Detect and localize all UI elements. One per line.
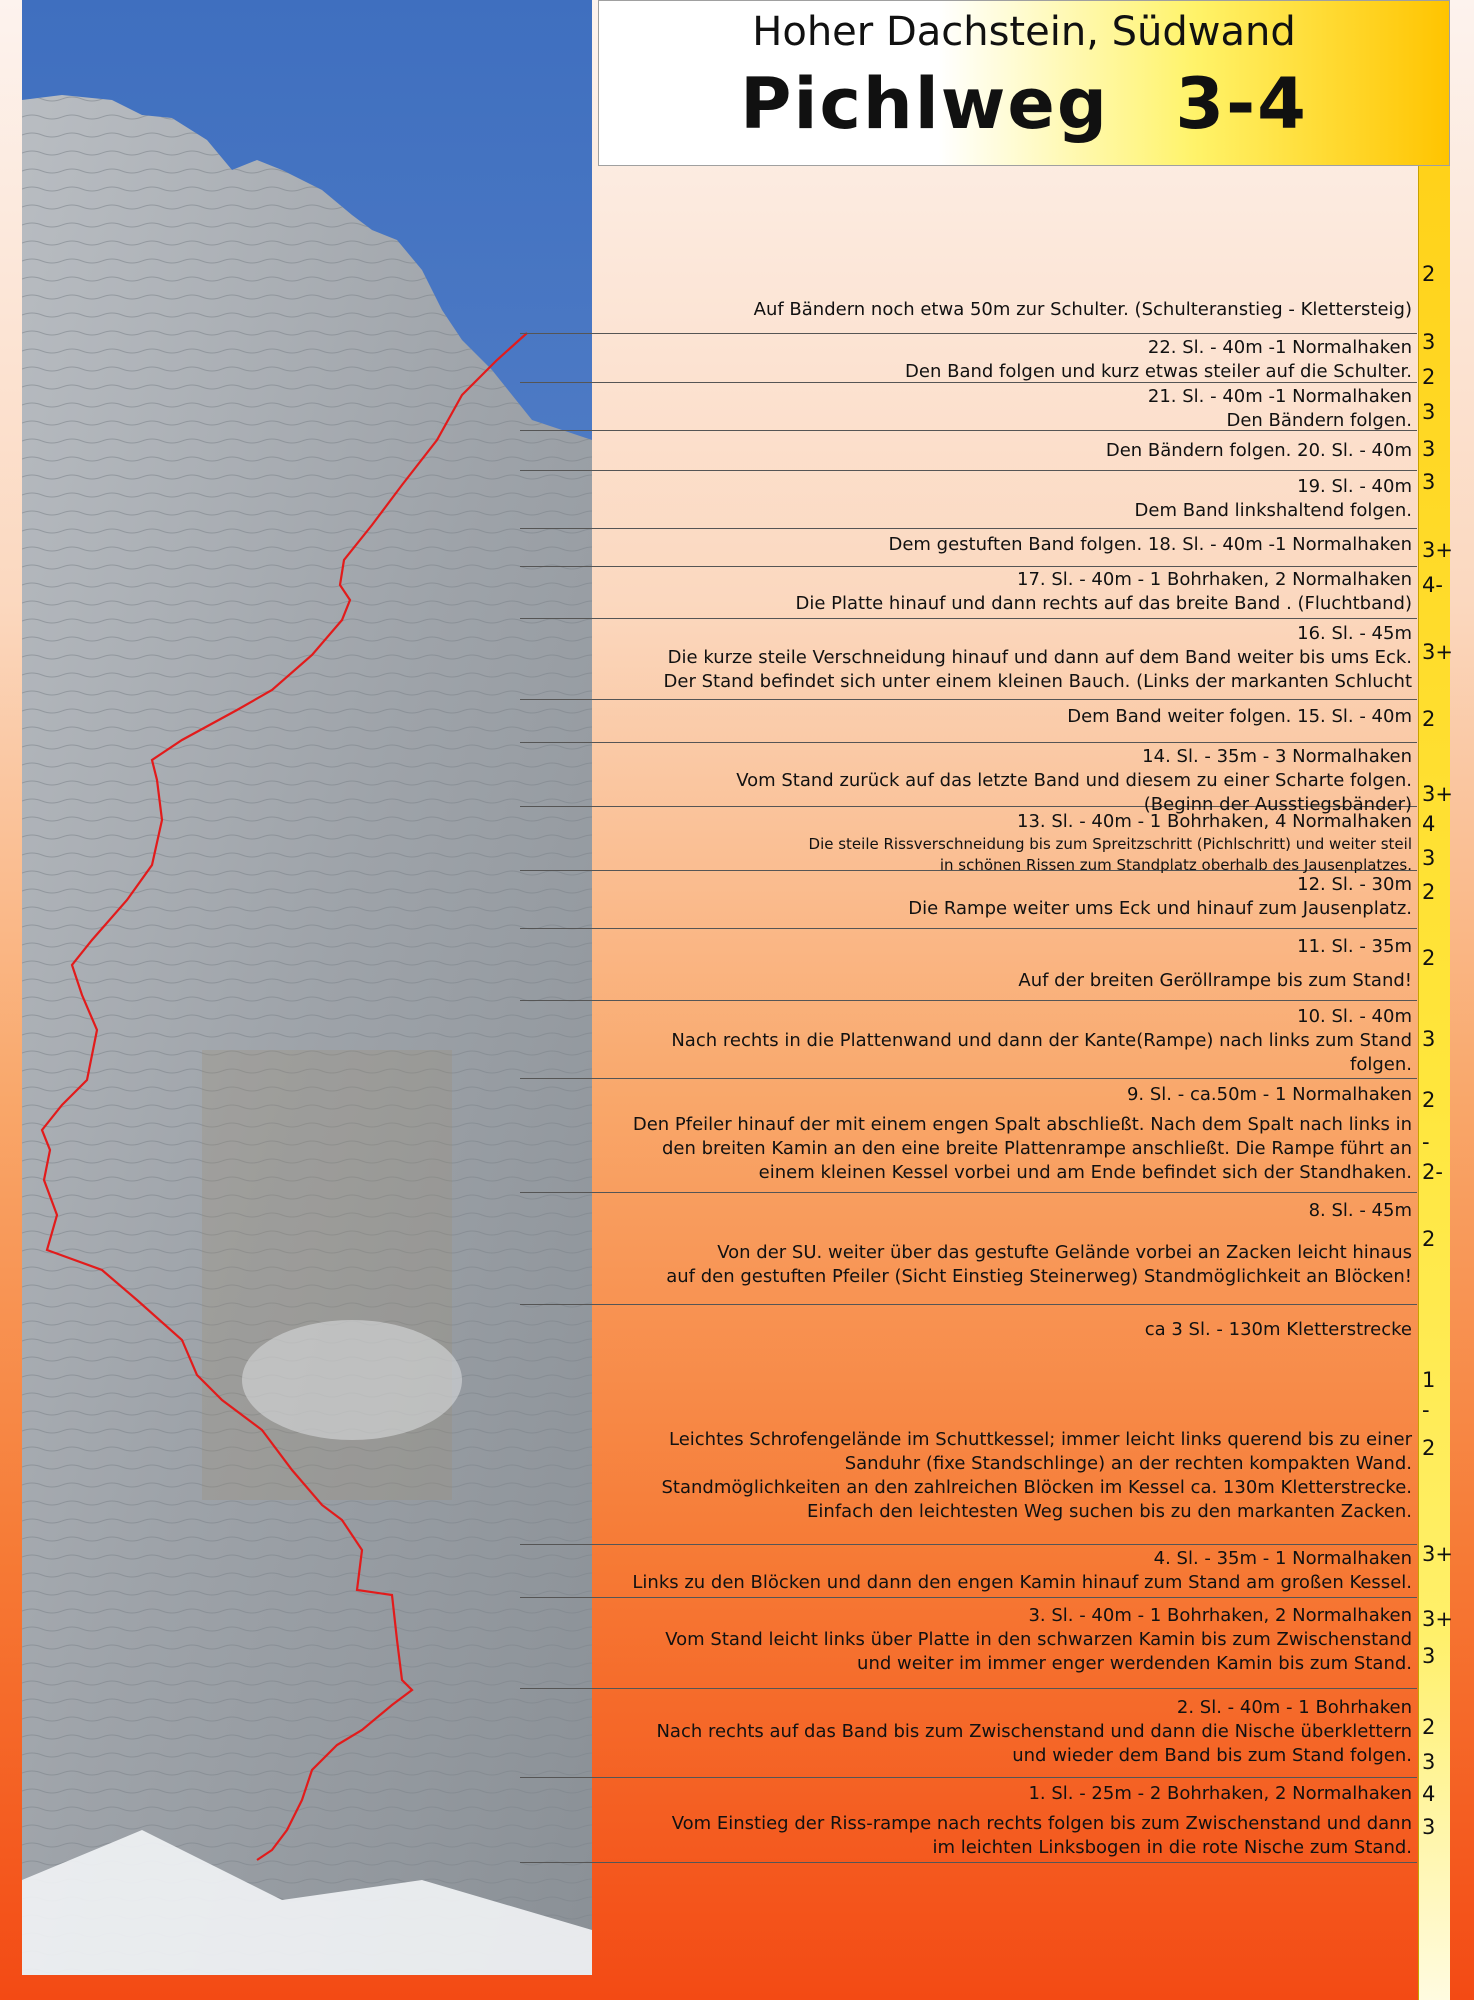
pitch-14 bbox=[560, 745, 1412, 817]
pitch-description: Dem Band linkshaltend folgen. bbox=[1134, 500, 1412, 521]
divider bbox=[520, 1688, 1417, 1689]
pitch-description: Vom Stand leicht links über Platte in den schwarzen Kamin bis zum Zwischenstand bbox=[665, 1629, 1412, 1650]
pitch-3 bbox=[560, 1604, 1412, 1676]
page-subtitle: Hoher Dachstein, Südwand bbox=[752, 9, 1296, 55]
grade-label: 2 bbox=[1422, 707, 1436, 731]
divider bbox=[520, 1192, 1417, 1193]
grade-label: 3 bbox=[1422, 470, 1436, 494]
pitch-19 bbox=[560, 475, 1412, 523]
pitch-heading: Dem gestuften Band folgen. 18. Sl. - 40m -1 Normalhaken bbox=[888, 534, 1412, 555]
pitch-description: Den Band folgen und kurz etwas steiler auf die Schulter. bbox=[905, 361, 1412, 382]
grade-label: 1 bbox=[1422, 1368, 1436, 1392]
divider bbox=[520, 1078, 1417, 1079]
grade-label: 3+ bbox=[1422, 782, 1453, 806]
pitch-15 bbox=[560, 705, 1412, 729]
grade-label: 3 bbox=[1422, 1644, 1436, 1668]
pitch-21 bbox=[560, 385, 1412, 433]
grade-label: 3 bbox=[1422, 437, 1436, 461]
pitch-12 bbox=[560, 873, 1412, 921]
divider bbox=[520, 618, 1417, 619]
pitch-heading: 22. Sl. - 40m -1 Normalhaken bbox=[1147, 337, 1412, 358]
divider bbox=[520, 528, 1417, 529]
pitch-description: Vom Stand zurück auf das letzte Band und diesem zu einer Scharte folgen. bbox=[736, 770, 1412, 791]
pitch-2 bbox=[560, 1696, 1412, 1768]
pitch-description: Von der SU. weiter über das gestufte Gelände vorbei an Zacken leicht hinaus bbox=[717, 1242, 1412, 1263]
pitch-description: auf den gestuften Pfeiler (Sicht Einstieg Steinerweg) Standmöglichkeit an Blöcken! bbox=[666, 1266, 1412, 1287]
divider bbox=[520, 470, 1417, 471]
pitch-description: Der Stand befindet sich unter einem kleinen Bauch. (Links der markanten Schlucht bbox=[663, 671, 1412, 692]
pitch-11 bbox=[560, 935, 1412, 993]
pitch-16 bbox=[560, 622, 1412, 694]
grade-label: 2 bbox=[1422, 1715, 1436, 1739]
pitch-heading: 19. Sl. - 40m bbox=[1297, 476, 1412, 497]
grade-label: 2 bbox=[1422, 880, 1436, 904]
grade-label: 2 bbox=[1422, 1436, 1436, 1460]
pitch-heading: 10. Sl. - 40m bbox=[1297, 1006, 1412, 1027]
grade-label: 3+ bbox=[1422, 538, 1453, 562]
pitch-description: Die Rampe weiter ums Eck und hinauf zum Jausenplatz. bbox=[908, 898, 1412, 919]
pitch-description: Den Bändern folgen. bbox=[1226, 410, 1412, 431]
pitch-description: in schönen Rissen zum Standplatz oberhalb des Jausenplatzes. bbox=[939, 856, 1412, 874]
divider bbox=[520, 1597, 1417, 1598]
pitch-description: Nach rechts in die Plattenwand und dann der Kante(Rampe) nach links zum Stand bbox=[671, 1030, 1412, 1051]
grade-label: 2 bbox=[1422, 262, 1436, 286]
grade-label: - bbox=[1422, 1398, 1430, 1422]
pitch-heading: 16. Sl. - 45m bbox=[1297, 623, 1412, 644]
pitch-heading: Den Bändern folgen. 20. Sl. - 40m bbox=[1105, 440, 1412, 461]
pitch-heading: 9. Sl. - ca.50m - 1 Normalhaken bbox=[1126, 1084, 1412, 1105]
pitch-4 bbox=[560, 1547, 1412, 1595]
pitch-description: Leichtes Schrofengelände im Schuttkessel; immer leicht links querend bis zu einer bbox=[668, 1429, 1412, 1450]
pitch-heading: 13. Sl. - 40m - 1 Bohrhaken, 4 Normalhaken bbox=[1017, 811, 1412, 832]
grade-label: 2 bbox=[1422, 1088, 1436, 1112]
pitch-heading: 8. Sl. - 45m bbox=[1308, 1200, 1412, 1221]
pitch-9 bbox=[560, 1083, 1412, 1185]
grade-label: 2 bbox=[1422, 1227, 1436, 1251]
pitch-18 bbox=[560, 533, 1412, 557]
divider bbox=[520, 928, 1417, 929]
divider bbox=[520, 566, 1417, 567]
pitch-heading: 17. Sl. - 40m - 1 Bohrhaken, 2 Normalhaken bbox=[1017, 569, 1412, 590]
divider bbox=[520, 742, 1417, 743]
pitch-17 bbox=[560, 568, 1412, 616]
pitch-heading: 3. Sl. - 40m - 1 Bohrhaken, 2 Normalhaken bbox=[1028, 1605, 1412, 1626]
pitch-8 bbox=[560, 1199, 1412, 1289]
divider bbox=[520, 1777, 1417, 1778]
pitch-top bbox=[560, 298, 1412, 322]
rock-face-image bbox=[22, 0, 592, 1975]
pitch-heading: Dem Band weiter folgen. 15. Sl. - 40m bbox=[1067, 706, 1412, 727]
pitch-description: und weiter im immer enger werdenden Kamin bis zum Stand. bbox=[857, 1653, 1412, 1674]
grade-label: 2 bbox=[1422, 946, 1436, 970]
divider bbox=[520, 1000, 1417, 1001]
pitch-description: Auf der breiten Geröllrampe bis zum Stand! bbox=[1018, 970, 1412, 991]
pitch-description: Einfach den leichtesten Weg suchen bis zu den markanten Zacken. bbox=[807, 1501, 1412, 1522]
divider bbox=[520, 699, 1417, 700]
pitch-description: im leichten Linksbogen in die rote Nische zum Stand. bbox=[932, 1837, 1412, 1858]
pitch-description: Die kurze steile Verschneidung hinauf und dann auf dem Band weiter bis ums Eck. bbox=[667, 647, 1412, 668]
pitch-description: Sanduhr (fixe Standschlinge) an der rechten kompakten Wand. bbox=[844, 1453, 1412, 1474]
divider bbox=[520, 1544, 1417, 1545]
grade-label: 3 bbox=[1422, 1815, 1436, 1839]
pitch-description: folgen. bbox=[1350, 1054, 1412, 1075]
grade-label: 4 bbox=[1422, 1782, 1436, 1806]
pitch-heading: 11. Sl. - 35m bbox=[1297, 936, 1412, 957]
grade-label: 2- bbox=[1422, 1160, 1443, 1184]
pitch-1 bbox=[560, 1782, 1412, 1860]
pitch-description: einem kleinen Kessel vorbei und am Ende befindet sich der Standhaken. bbox=[758, 1162, 1412, 1183]
pitch-heading: 1. Sl. - 25m - 2 Bohrhaken, 2 Normalhaken bbox=[1028, 1783, 1412, 1804]
grade-label: 4- bbox=[1422, 573, 1443, 597]
divider bbox=[520, 333, 1417, 334]
rock-face-photo bbox=[22, 0, 592, 1975]
pitch-20 bbox=[560, 439, 1412, 463]
grade-label: 3 bbox=[1422, 1750, 1436, 1774]
pitch-22 bbox=[560, 336, 1412, 384]
pitch-heading: 2. Sl. - 40m - 1 Bohrhaken bbox=[1176, 1697, 1412, 1718]
pitch-description: Die Platte hinauf und dann rechts auf das breite Band . (Fluchtband) bbox=[795, 593, 1412, 614]
pitch-description: Den Pfeiler hinauf der mit einem engen Spalt abschließt. Nach dem Spalt nach links in bbox=[632, 1114, 1412, 1135]
grade-label: 4 bbox=[1422, 812, 1436, 836]
grade-label: 3+ bbox=[1422, 640, 1453, 664]
grade-label: 3 bbox=[1422, 330, 1436, 354]
pitch-heading: 4. Sl. - 35m - 1 Normalhaken bbox=[1153, 1548, 1412, 1569]
pitch-heading: ca 3 Sl. - 130m Kletterstrecke bbox=[1144, 1319, 1412, 1340]
pitch-heading: 14. Sl. - 35m - 3 Normalhaken bbox=[1142, 746, 1412, 767]
title-box bbox=[598, 0, 1450, 166]
pitch-description: Auf Bändern noch etwa 50m zur Schulter. (Schulteranstieg - Klettersteig) bbox=[753, 299, 1412, 320]
pitch-heading: 21. Sl. - 40m -1 Normalhaken bbox=[1147, 386, 1412, 407]
pitch-13 bbox=[560, 810, 1412, 876]
pitch-description: den breiten Kamin an den eine breite Plattenrampe anschließt. Die Rampe führt an bbox=[661, 1138, 1412, 1159]
divider bbox=[520, 1304, 1417, 1305]
pitch-description: (Beginn der Ausstiegsbänder) bbox=[1143, 794, 1412, 815]
grade-label: 2 bbox=[1422, 365, 1436, 389]
grade-label: - bbox=[1422, 1130, 1430, 1154]
pitch-description: Nach rechts auf das Band bis zum Zwischenstand und dann die Nische überklettern bbox=[656, 1721, 1412, 1742]
grade-label: 3 bbox=[1422, 400, 1436, 424]
pitch-10 bbox=[560, 1005, 1412, 1077]
pitch-description: Links zu den Blöcken und dann den engen Kamin hinauf zum Stand am großen Kessel. bbox=[632, 1572, 1412, 1593]
grade-label: 3+ bbox=[1422, 1607, 1453, 1631]
grade-label: 3 bbox=[1422, 846, 1436, 870]
grade-label: 3+ bbox=[1422, 1542, 1453, 1566]
grade-label: 3 bbox=[1422, 1027, 1436, 1051]
pitch-description: Vom Einstieg der Riss-rampe nach rechts folgen bis zum Zwischenstand und dann bbox=[671, 1813, 1412, 1834]
pitch-5-to-7 bbox=[560, 1318, 1412, 1524]
pitch-description: Standmöglichkeiten an den zahlreichen Blöcken im Kessel ca. 130m Kletterstrecke. bbox=[661, 1477, 1412, 1498]
pitch-description: Die steile Rissverschneidung bis zum Spreitzschritt (Pichlschritt) und weiter steil bbox=[808, 835, 1412, 853]
pitch-description: und wieder dem Band bis zum Stand folgen. bbox=[1012, 1745, 1412, 1766]
page-title: Pichlweg 3-4 bbox=[740, 63, 1308, 145]
divider bbox=[520, 1862, 1417, 1863]
pitch-heading: 12. Sl. - 30m bbox=[1297, 874, 1412, 895]
